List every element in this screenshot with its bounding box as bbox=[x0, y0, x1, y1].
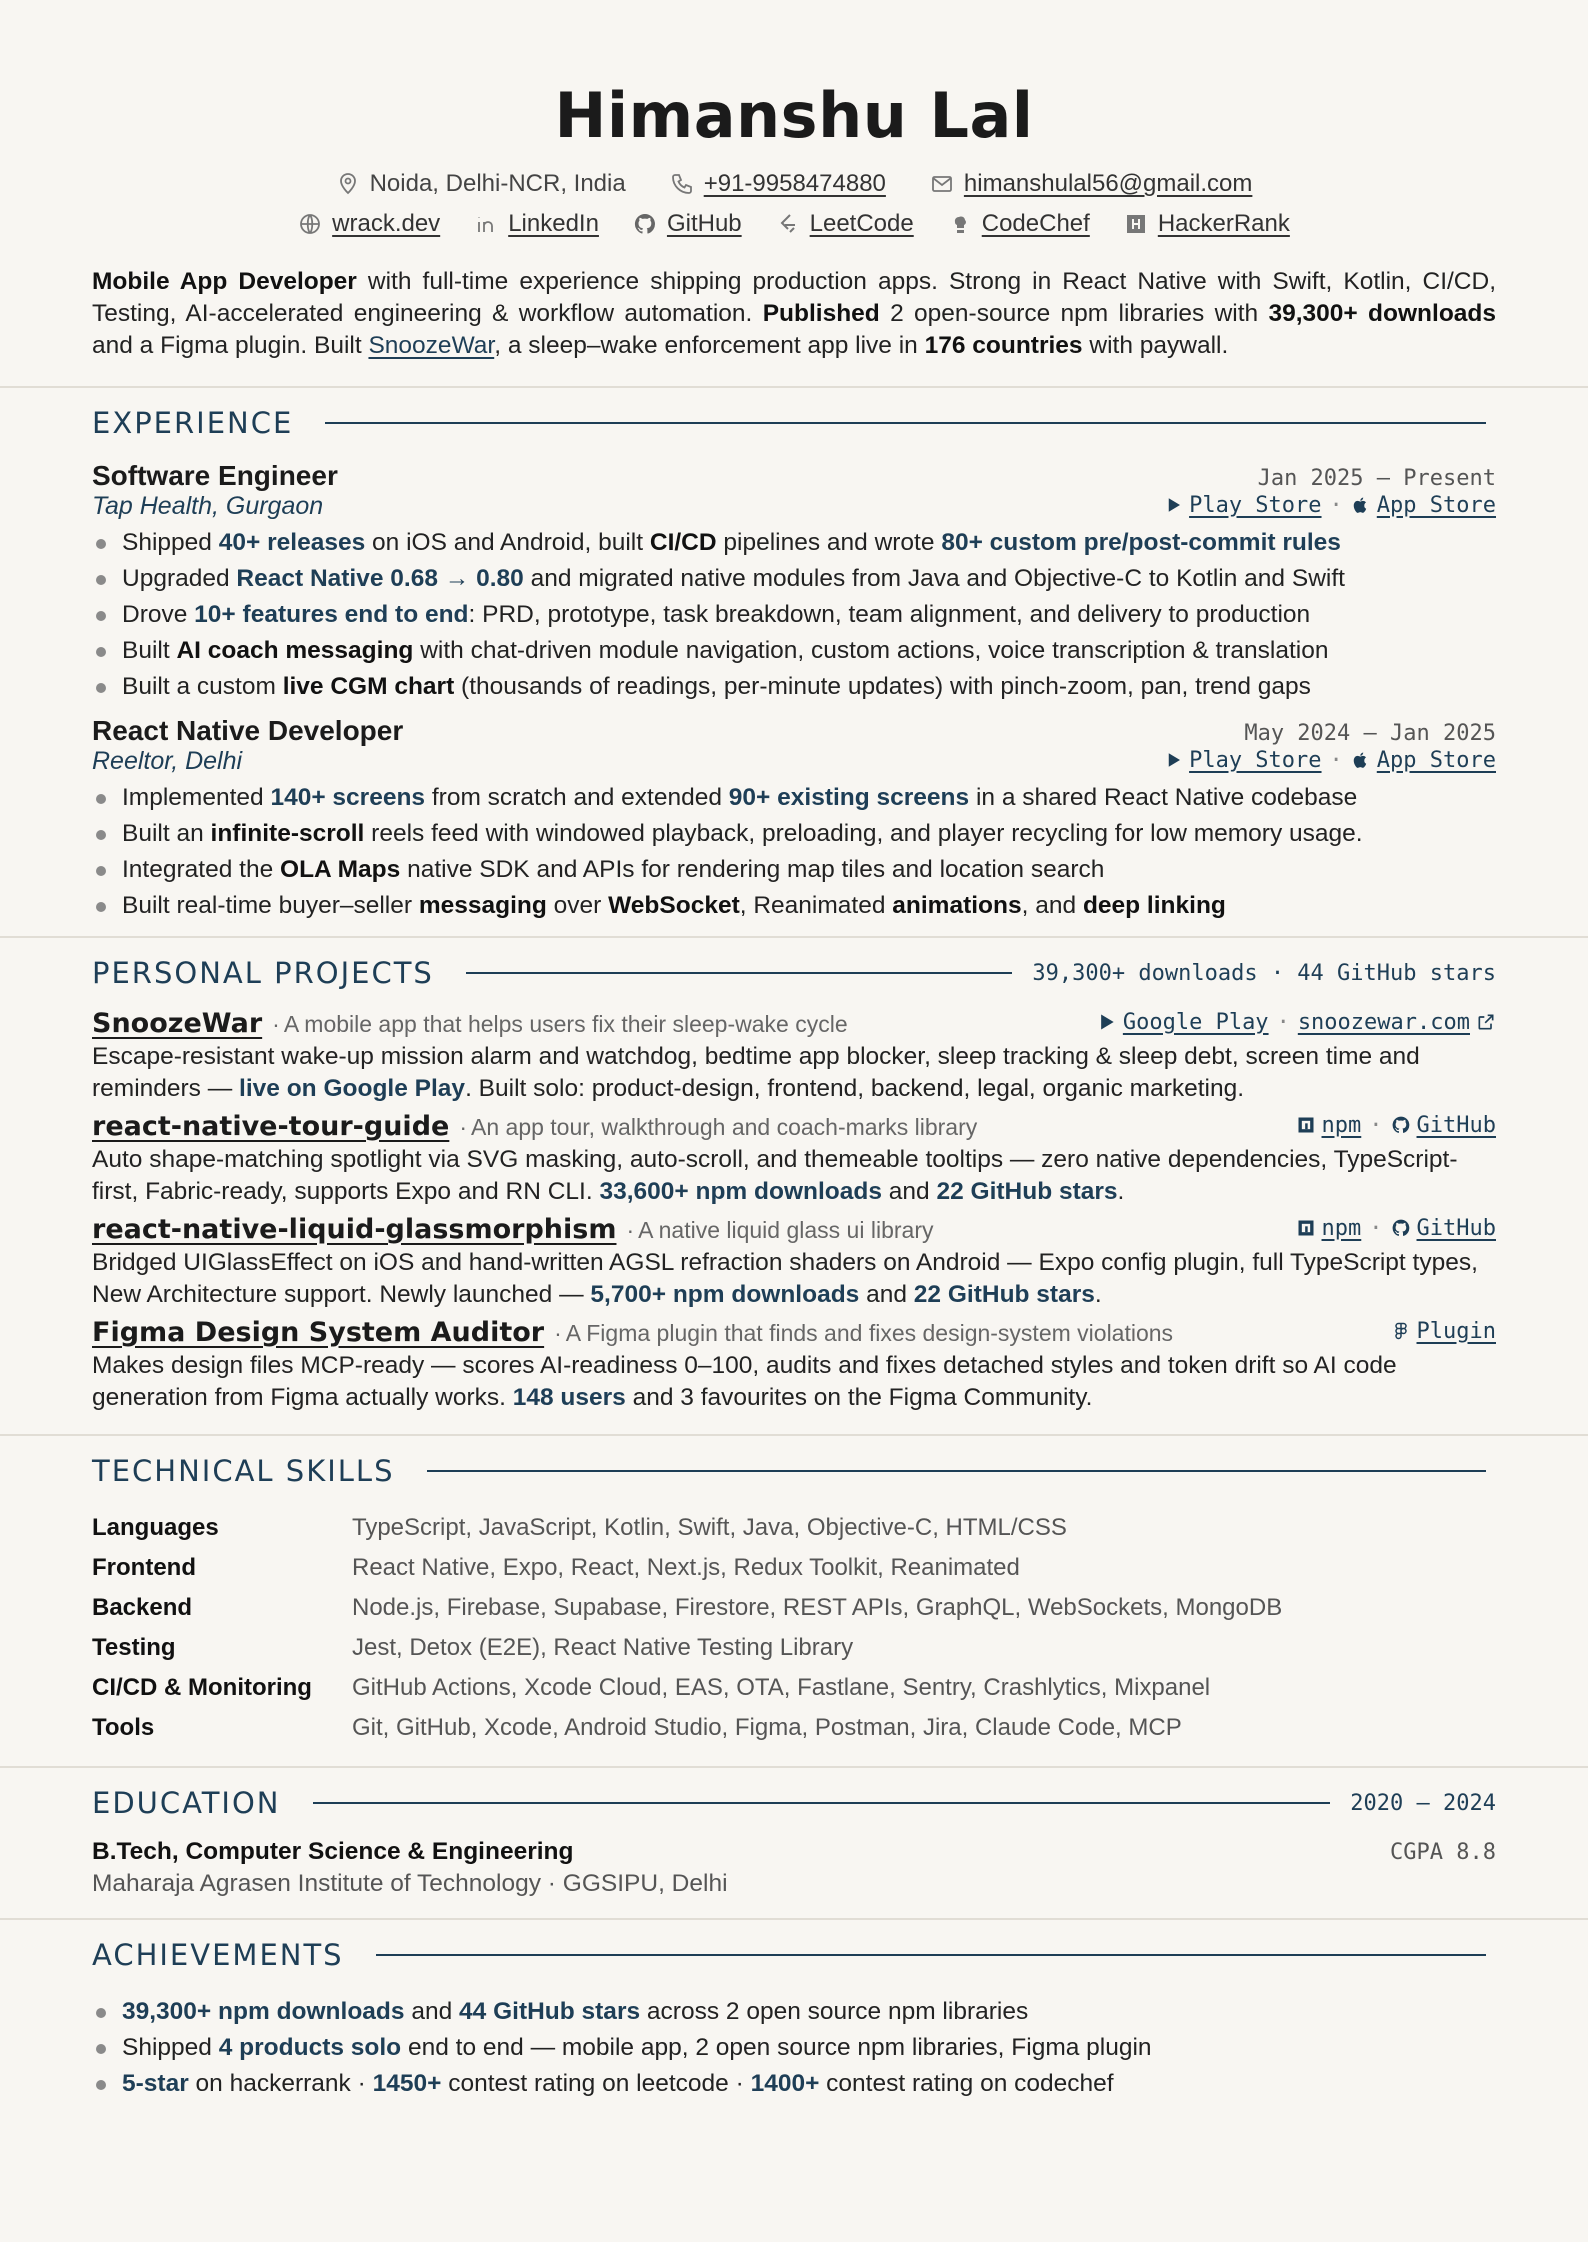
project-description: Bridged UIGlassEffect on iOS and hand-written AGSL refraction shaders on Android — Expo config plugin, full TypeScript types, New Architecture support. Newly launched — 5,700+ npm downloads and 22 GitHub stars. bbox=[92, 1249, 1478, 1308]
skill-category: CI/CD & Monitoring bbox=[92, 1674, 312, 1701]
project-description: Escape-resistant wake-up mission alarm and watchdog, bedtime app blocker, sleep tracking & sleep debt, screen time and reminders — live on Google Play. Built solo: product-design, frontend, backend, legal, organic marketing. bbox=[92, 1043, 1420, 1102]
project-title-row bbox=[92, 1008, 1496, 1039]
email-link[interactable]: himanshulal56@gmail.com bbox=[963, 170, 1253, 197]
linkedin-icon bbox=[474, 212, 498, 236]
highlight: 1400+ bbox=[750, 2070, 820, 2097]
projects-stats: 39,300+ downloads · 44 GitHub stars bbox=[1032, 960, 1496, 986]
separator: · bbox=[1276, 1009, 1290, 1035]
project-title-group bbox=[92, 1214, 933, 1245]
achievement-item: Shipped 4 products solo end to end — mobile app, 2 open source npm libraries, Figma plugin bbox=[92, 2030, 1496, 2066]
skill-row bbox=[92, 1508, 1496, 1548]
link-leetcode[interactable] bbox=[776, 210, 914, 238]
education-dates: 2020 — 2024 bbox=[1350, 1790, 1496, 1816]
achievements-list bbox=[92, 1994, 1496, 2102]
app-store-link[interactable] bbox=[1351, 748, 1496, 773]
highlight: React Native 0.68 → 0.80 bbox=[236, 565, 524, 592]
project-link-label[interactable]: npm bbox=[1321, 1112, 1362, 1138]
bold-text: AI coach messaging bbox=[176, 637, 414, 664]
cgpa: CGPA 8.8 bbox=[1390, 1840, 1496, 1865]
snoozewar-summary-link[interactable]: SnoozeWar bbox=[368, 332, 495, 359]
section-title: EXPERIENCE bbox=[92, 406, 294, 440]
bullet-item: Shipped 40+ releases on iOS and Android, built CI/CD pipelines and wrote 80+ custom pre/post-commit rules bbox=[92, 525, 1496, 561]
bullet-item: Integrated the OLA Maps native SDK and APIs for rendering map tiles and location search bbox=[92, 852, 1496, 888]
project-title-row bbox=[92, 1214, 1496, 1245]
app-store-link[interactable] bbox=[1351, 493, 1496, 518]
separator: · bbox=[1369, 1215, 1383, 1241]
job-title-row bbox=[92, 460, 1496, 492]
linkedin-link[interactable]: LinkedIn bbox=[508, 210, 599, 237]
job-company-row bbox=[92, 747, 1496, 776]
job-title-row bbox=[92, 715, 1496, 747]
education-heading bbox=[92, 1768, 1496, 1838]
bullet-item: Drove 10+ features end to end: PRD, prototype, task breakdown, team alignment, and delivery to production bbox=[92, 597, 1496, 633]
project-link[interactable] bbox=[1391, 1113, 1496, 1138]
project-title-row bbox=[92, 1111, 1496, 1142]
skill-row bbox=[92, 1548, 1496, 1588]
skill-values: Node.js, Firebase, Supabase, Firestore, REST APIs, GraphQL, WebSockets, MongoDB bbox=[352, 1594, 1283, 1621]
bold-text: CI/CD bbox=[649, 529, 717, 556]
github-icon bbox=[1391, 1115, 1411, 1135]
job-company: Reeltor, Delhi bbox=[92, 747, 243, 775]
education-entry bbox=[92, 1838, 1496, 1866]
highlight: 10+ features end to end bbox=[194, 601, 469, 628]
location-text: Noida, Delhi-NCR, India bbox=[369, 170, 626, 197]
bold-text: deep linking bbox=[1082, 892, 1226, 919]
job-company: Tap Health, Gurgaon bbox=[92, 492, 324, 520]
achievements-heading bbox=[92, 1920, 1496, 1990]
projects-section bbox=[0, 938, 1588, 1414]
play-icon bbox=[1165, 751, 1183, 769]
highlight: 33,600+ npm downloads bbox=[599, 1178, 882, 1205]
project-title-group bbox=[92, 1317, 1173, 1348]
apple-icon bbox=[1351, 750, 1371, 770]
play-icon bbox=[1097, 1012, 1117, 1032]
play-store-label[interactable]: Play Store bbox=[1189, 492, 1322, 518]
github-icon bbox=[633, 212, 657, 236]
education-section bbox=[0, 1768, 1588, 1902]
bullet-item: Built a custom live CGM chart (thousands of readings, per-minute updates) with pinch-zoom, pan, trend gaps bbox=[92, 669, 1496, 705]
hackerrank-icon bbox=[1124, 212, 1148, 236]
separator: · bbox=[1369, 1112, 1383, 1138]
skill-values: Git, GitHub, Xcode, Android Studio, Figma, Postman, Jira, Claude Code, MCP bbox=[352, 1714, 1182, 1741]
project-title-group bbox=[92, 1111, 977, 1142]
achievement-item: 5-star on hackerrank · 1450+ contest rating on leetcode · 1400+ contest rating on codechef bbox=[92, 2066, 1496, 2102]
play-store-link[interactable] bbox=[1165, 493, 1321, 518]
job-bullets bbox=[92, 780, 1496, 924]
bold-text: infinite-scroll bbox=[210, 820, 365, 847]
project-description: Auto shape-matching spotlight via SVG masking, auto-scroll, and themeable tooltips — zero native dependencies, TypeScript-first, Fabric-ready, supports Expo and RN CLI. 33,600+ npm downloads and 22 GitHub stars. bbox=[92, 1146, 1458, 1205]
experience-section bbox=[0, 388, 1588, 924]
external-link-icon bbox=[1476, 1012, 1496, 1032]
skill-values: TypeScript, JavaScript, Kotlin, Swift, Java, Objective-C, HTML/CSS bbox=[352, 1514, 1067, 1541]
project-links bbox=[1391, 1319, 1496, 1344]
project-link-label[interactable]: GitHub bbox=[1416, 1112, 1496, 1138]
separator: · bbox=[1329, 492, 1343, 518]
skill-category: Backend bbox=[92, 1594, 193, 1621]
project-link-label[interactable]: Google Play bbox=[1122, 1009, 1269, 1035]
achievement-item: 39,300+ npm downloads and 44 GitHub stars across 2 open source npm libraries bbox=[92, 1994, 1496, 2030]
skill-row bbox=[92, 1628, 1496, 1668]
project-tagline: A mobile app that helps users fix their sleep-wake cycle bbox=[283, 1011, 848, 1037]
skill-values: React Native, Expo, React, Next.js, Redux Toolkit, Reanimated bbox=[352, 1554, 1020, 1581]
app-store-label[interactable]: App Store bbox=[1376, 492, 1496, 518]
bullet-item: Implemented 140+ screens from scratch and extended 90+ existing screens in a shared React Native codebase bbox=[92, 780, 1496, 816]
highlight: live on Google Play bbox=[239, 1075, 466, 1102]
separator: · bbox=[554, 1320, 562, 1346]
highlight: 80+ custom pre/post-commit rules bbox=[941, 529, 1341, 556]
github-icon bbox=[1391, 1218, 1411, 1238]
experience-heading bbox=[92, 388, 1496, 458]
app-store-label[interactable]: App Store bbox=[1376, 747, 1496, 773]
bold-text: WebSocket bbox=[608, 892, 740, 919]
highlight: 40+ releases bbox=[218, 529, 366, 556]
skills-section bbox=[0, 1436, 1588, 1748]
project-link-label[interactable]: snoozewar.com bbox=[1297, 1009, 1470, 1035]
project-link-label[interactable]: Plugin bbox=[1416, 1318, 1496, 1344]
project-entry bbox=[92, 1111, 1496, 1208]
skill-row bbox=[92, 1708, 1496, 1748]
highlight: 44 GitHub stars bbox=[459, 1998, 641, 2025]
separator: · bbox=[459, 1114, 467, 1140]
bold-text: animations bbox=[892, 892, 1022, 919]
project-link[interactable] bbox=[1296, 1216, 1362, 1241]
highlight: 140+ screens bbox=[270, 784, 426, 811]
professional-summary: Mobile App Developer with full-time experience shipping production apps. Strong in React Native with Swift, Kotlin, CI/CD, Testing, AI-accelerated engineering & workflow automation. Published 2 open-source npm libraries with 39,300+ downloads and a Figma plugin. Built SnoozeWar, a sleep–wake enforcement app live in 176 countries with paywall. bbox=[92, 268, 1497, 359]
skills-heading bbox=[92, 1436, 1496, 1506]
project-link[interactable] bbox=[1391, 1319, 1496, 1344]
location bbox=[336, 170, 626, 198]
play-icon bbox=[1165, 496, 1183, 514]
resume-header bbox=[0, 0, 1588, 362]
apple-icon bbox=[1351, 495, 1371, 515]
link-codechef[interactable] bbox=[948, 210, 1090, 238]
skill-category: Languages bbox=[92, 1514, 219, 1541]
separator: · bbox=[272, 1011, 280, 1037]
contact-row-primary bbox=[0, 164, 1588, 204]
project-link-label[interactable]: npm bbox=[1321, 1215, 1362, 1241]
skill-values: GitHub Actions, Xcode Cloud, EAS, OTA, Fastlane, Sentry, Crashlytics, Mixpanel bbox=[352, 1674, 1211, 1701]
project-link[interactable] bbox=[1097, 1010, 1269, 1035]
job-entry bbox=[92, 460, 1496, 705]
github-link[interactable]: GitHub bbox=[666, 210, 742, 237]
projects-heading bbox=[92, 938, 1496, 1008]
store-links bbox=[1165, 748, 1496, 773]
project-title-row bbox=[92, 1317, 1496, 1348]
location-pin-icon bbox=[336, 172, 360, 196]
project-name[interactable]: react-native-tour-guide bbox=[92, 1111, 450, 1142]
highlight: 90+ existing screens bbox=[728, 784, 970, 811]
link-hackerrank[interactable] bbox=[1124, 210, 1290, 238]
section-title: PERSONAL PROJECTS bbox=[92, 956, 434, 990]
achievements-section bbox=[0, 1920, 1588, 2102]
play-store-label[interactable]: Play Store bbox=[1189, 747, 1322, 773]
leetcode-link[interactable]: LeetCode bbox=[809, 210, 914, 237]
contact-row-links bbox=[0, 204, 1588, 244]
project-link[interactable] bbox=[1296, 1113, 1362, 1138]
separator: · bbox=[1329, 747, 1343, 773]
highlight: 148 users bbox=[512, 1384, 626, 1411]
job-company-row bbox=[92, 492, 1496, 521]
job-dates: May 2024 — Jan 2025 bbox=[1244, 721, 1496, 746]
project-description: Makes design files MCP-ready — scores AI-readiness 0–100, audits and fixes detached styles and token drift so AI code generation from Figma actually works. 148 users and 3 favourites on the Figma Community. bbox=[92, 1352, 1397, 1411]
hackerrank-link[interactable]: HackerRank bbox=[1157, 210, 1290, 237]
website-link[interactable]: wrack.dev bbox=[332, 210, 441, 237]
project-links bbox=[1296, 1216, 1496, 1241]
link-github[interactable] bbox=[633, 210, 742, 238]
highlight: 22 GitHub stars bbox=[913, 1281, 1095, 1308]
phone-icon bbox=[670, 172, 694, 196]
codechef-link[interactable]: CodeChef bbox=[981, 210, 1090, 237]
codechef-icon bbox=[948, 212, 972, 236]
project-link[interactable] bbox=[1298, 1010, 1496, 1035]
npm-icon bbox=[1296, 1218, 1316, 1238]
job-dates: Jan 2025 — Present bbox=[1257, 466, 1496, 491]
job-role: React Native Developer bbox=[92, 715, 404, 746]
job-list bbox=[92, 460, 1496, 924]
skill-category: Testing bbox=[92, 1634, 176, 1661]
heading-rule bbox=[466, 972, 1013, 974]
highlight: 4 products solo bbox=[218, 2034, 402, 2061]
bullet-item: Upgraded React Native 0.68 → 0.80 and migrated native modules from Java and Objective-C to Kotlin and Swift bbox=[92, 561, 1496, 597]
separator: · bbox=[626, 1217, 635, 1243]
email[interactable] bbox=[930, 170, 1253, 198]
bullet-item: Built AI coach messaging with chat-driven module navigation, custom actions, voice transcription & translation bbox=[92, 633, 1496, 669]
candidate-name: Himanshu Lal bbox=[554, 79, 1034, 152]
project-link-label[interactable]: GitHub bbox=[1416, 1215, 1496, 1241]
project-link[interactable] bbox=[1391, 1216, 1496, 1241]
project-links bbox=[1097, 1010, 1496, 1035]
skill-category: Frontend bbox=[92, 1554, 196, 1581]
project-title-group bbox=[92, 1008, 848, 1039]
skills-table bbox=[92, 1508, 1496, 1748]
project-entry bbox=[92, 1214, 1496, 1311]
skill-category: Tools bbox=[92, 1714, 155, 1741]
store-links bbox=[1165, 493, 1496, 518]
degree: B.Tech, Computer Science & Engineering bbox=[92, 1838, 574, 1865]
section-title: ACHIEVEMENTS bbox=[92, 1938, 344, 1972]
figma-icon bbox=[1391, 1321, 1411, 1341]
highlight: 1450+ bbox=[372, 2070, 442, 2097]
project-tagline: A Figma plugin that finds and fixes design-system violations bbox=[565, 1320, 1174, 1346]
project-links bbox=[1296, 1113, 1496, 1138]
section-title: TECHNICAL SKILLS bbox=[92, 1454, 395, 1488]
heading-rule bbox=[376, 1954, 1486, 1956]
project-name[interactable]: SnoozeWar bbox=[92, 1008, 263, 1039]
highlight: 5,700+ npm downloads bbox=[590, 1281, 860, 1308]
project-tagline: A native liquid glass ui library bbox=[638, 1217, 934, 1243]
job-entry bbox=[92, 715, 1496, 924]
play-store-link[interactable] bbox=[1165, 748, 1321, 773]
project-entry bbox=[92, 1317, 1496, 1414]
bullet-item: Built real-time buyer–seller messaging over WebSocket, Reanimated animations, and deep linking bbox=[92, 888, 1496, 924]
skill-row bbox=[92, 1668, 1496, 1708]
heading-rule bbox=[325, 422, 1486, 424]
bold-text: live CGM chart bbox=[282, 673, 455, 700]
school: Maharaja Agrasen Institute of Technology · GGSIPU, Delhi bbox=[92, 1870, 728, 1897]
project-entry bbox=[92, 1008, 1496, 1105]
highlight: 39,300+ npm downloads bbox=[122, 1998, 405, 2025]
project-tagline: An app tour, walkthrough and coach-marks library bbox=[471, 1114, 978, 1140]
highlight: 22 GitHub stars bbox=[936, 1178, 1118, 1205]
globe-icon bbox=[298, 212, 322, 236]
job-bullets bbox=[92, 525, 1496, 705]
project-name[interactable]: Figma Design System Auditor bbox=[92, 1317, 545, 1348]
section-title: EDUCATION bbox=[92, 1786, 281, 1820]
highlight: 5-star bbox=[122, 2070, 189, 2097]
phone[interactable] bbox=[670, 170, 886, 198]
link-linkedin[interactable] bbox=[474, 210, 599, 238]
phone-link[interactable]: +91-9958474880 bbox=[703, 170, 886, 197]
heading-rule bbox=[427, 1470, 1486, 1472]
link-website[interactable] bbox=[298, 210, 440, 238]
heading-rule bbox=[313, 1802, 1331, 1804]
skill-row bbox=[92, 1588, 1496, 1628]
bold-text: messaging bbox=[418, 892, 547, 919]
job-role: Software Engineer bbox=[92, 460, 338, 491]
npm-icon bbox=[1296, 1115, 1316, 1135]
mail-icon bbox=[930, 172, 954, 196]
bold-text: OLA Maps bbox=[280, 856, 401, 883]
leetcode-icon bbox=[776, 212, 800, 236]
project-list bbox=[92, 1008, 1496, 1414]
bullet-item: Built an infinite-scroll reels feed with windowed playback, preloading, and player recycling for low memory usage. bbox=[92, 816, 1496, 852]
skill-values: Jest, Detox (E2E), React Native Testing Library bbox=[352, 1634, 854, 1661]
project-name[interactable]: react-native-liquid-glassmorphism bbox=[92, 1214, 617, 1245]
